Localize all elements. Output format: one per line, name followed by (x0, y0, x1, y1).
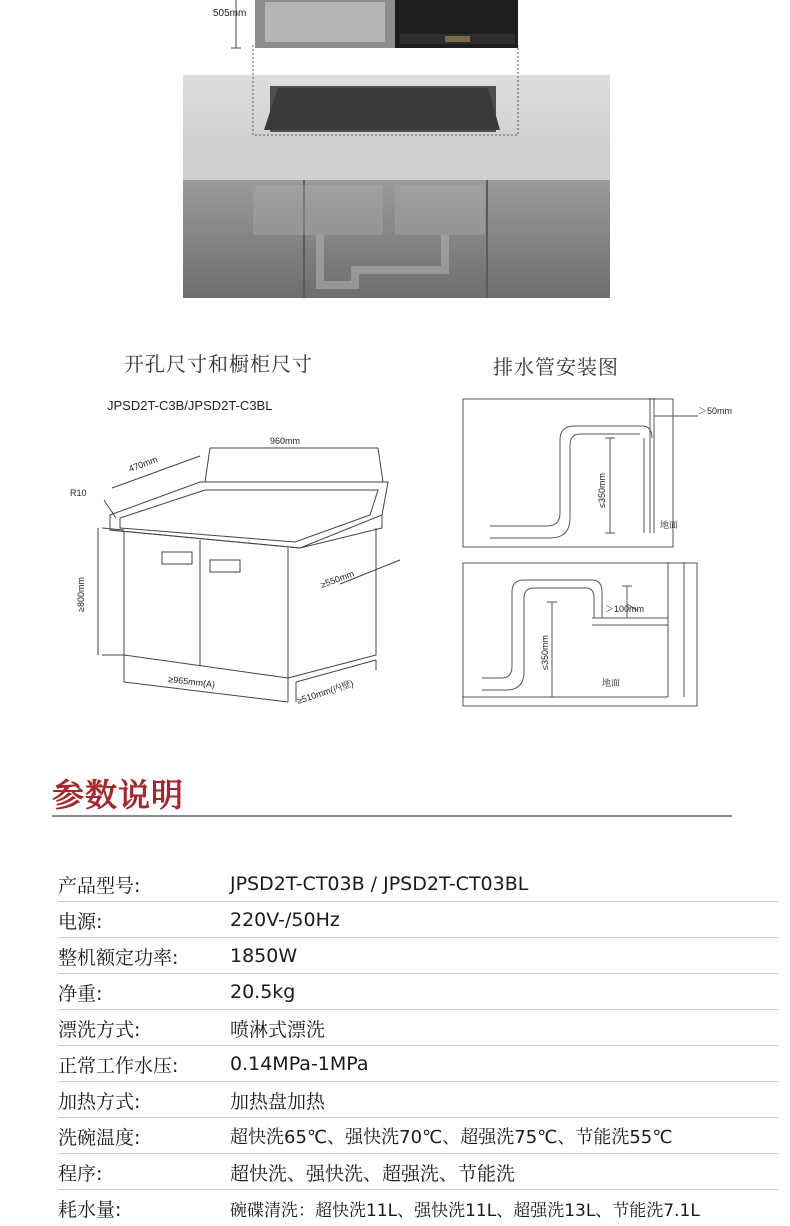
label-radius: R10 (70, 488, 87, 498)
spec-value: 1850W (230, 945, 298, 967)
drain-bottom-floor-label: 地面 (602, 678, 621, 688)
install-diagram-title: 开孔尺寸和橱柜尺寸 (124, 352, 313, 376)
spec-row-model (58, 866, 778, 902)
spec-value: 超快洗65℃、强快洗70℃、超强洗75℃、节能洗55℃ (230, 1127, 673, 1148)
spec-label: 产品型号: (58, 874, 141, 897)
spec-row-wash-temperature (58, 1118, 778, 1154)
cabinet-dimension-drawing (60, 420, 420, 720)
spec-label: 程序: (58, 1162, 103, 1185)
drain-bottom-height-label: ≤350mm (540, 635, 550, 670)
drain-top-gap-label: ＞50mm (698, 406, 733, 416)
spec-row-water-consumption (58, 1190, 778, 1226)
photo-dimension-label: 505mm (213, 8, 247, 19)
spec-row-water-pressure (58, 1046, 778, 1082)
spec-row-rinse-method (58, 1010, 778, 1046)
label-inner-wall-510: ≥510mm(内壁) (295, 678, 355, 706)
spec-row-power-supply (58, 902, 778, 938)
install-diagram-models: JPSD2T-C3B/JPSD2T-C3BL (107, 398, 273, 413)
label-cabinet-width-965: ≥965mm(A) (167, 674, 216, 690)
drain-bottom-gap-label: ＞100mm (605, 604, 645, 614)
drain-diagram-top (462, 398, 762, 548)
label-height-800: ≥800mm (76, 577, 86, 612)
spec-value: 碗碟清洗：超快洗11L、强快洗11L、超强洗13L、节能洗7.1L (230, 1200, 700, 1221)
drain-top-floor-label: 地面 (660, 520, 679, 530)
spec-label: 整机额定功率: (58, 946, 179, 969)
label-depth-470: 470mm (127, 454, 159, 474)
spec-label: 漂洗方式: (58, 1018, 141, 1041)
spec-value: 20.5kg (230, 981, 296, 1003)
spec-label: 正常工作水压: (58, 1054, 179, 1077)
section-divider (52, 815, 732, 817)
spec-row-programs (58, 1154, 778, 1190)
specs-table (58, 866, 778, 1226)
spec-label: 耗水量: (58, 1198, 122, 1221)
spec-value: 加热盘加热 (230, 1090, 326, 1113)
spec-value: 220V-/50Hz (230, 909, 340, 931)
spec-label: 洗碗温度: (58, 1126, 141, 1149)
spec-value: 超快洗、强快洗、超强洗、节能洗 (230, 1162, 516, 1185)
spec-label: 净重: (58, 982, 103, 1005)
spec-row-heating-method (58, 1082, 778, 1118)
specs-section-title: 参数说明 (52, 776, 185, 814)
spec-value: 0.14MPa-1MPa (230, 1053, 369, 1075)
spec-label: 电源: (58, 910, 103, 933)
drain-top-height-label: ≤350mm (597, 473, 607, 508)
spec-label: 加热方式: (58, 1090, 141, 1113)
drain-diagram-bottom (462, 562, 702, 708)
spec-value: 喷淋式漂洗 (230, 1018, 326, 1041)
drain-diagram-title: 排水管安装图 (493, 355, 619, 379)
spec-row-net-weight (58, 974, 778, 1010)
product-photo (0, 0, 790, 300)
label-inner-depth-550: ≥550mm (319, 568, 356, 590)
spec-row-rated-power (58, 938, 778, 974)
label-width-960: 960mm (270, 436, 301, 446)
spec-value: JPSD2T-CT03B / JPSD2T-CT03BL (230, 873, 529, 895)
